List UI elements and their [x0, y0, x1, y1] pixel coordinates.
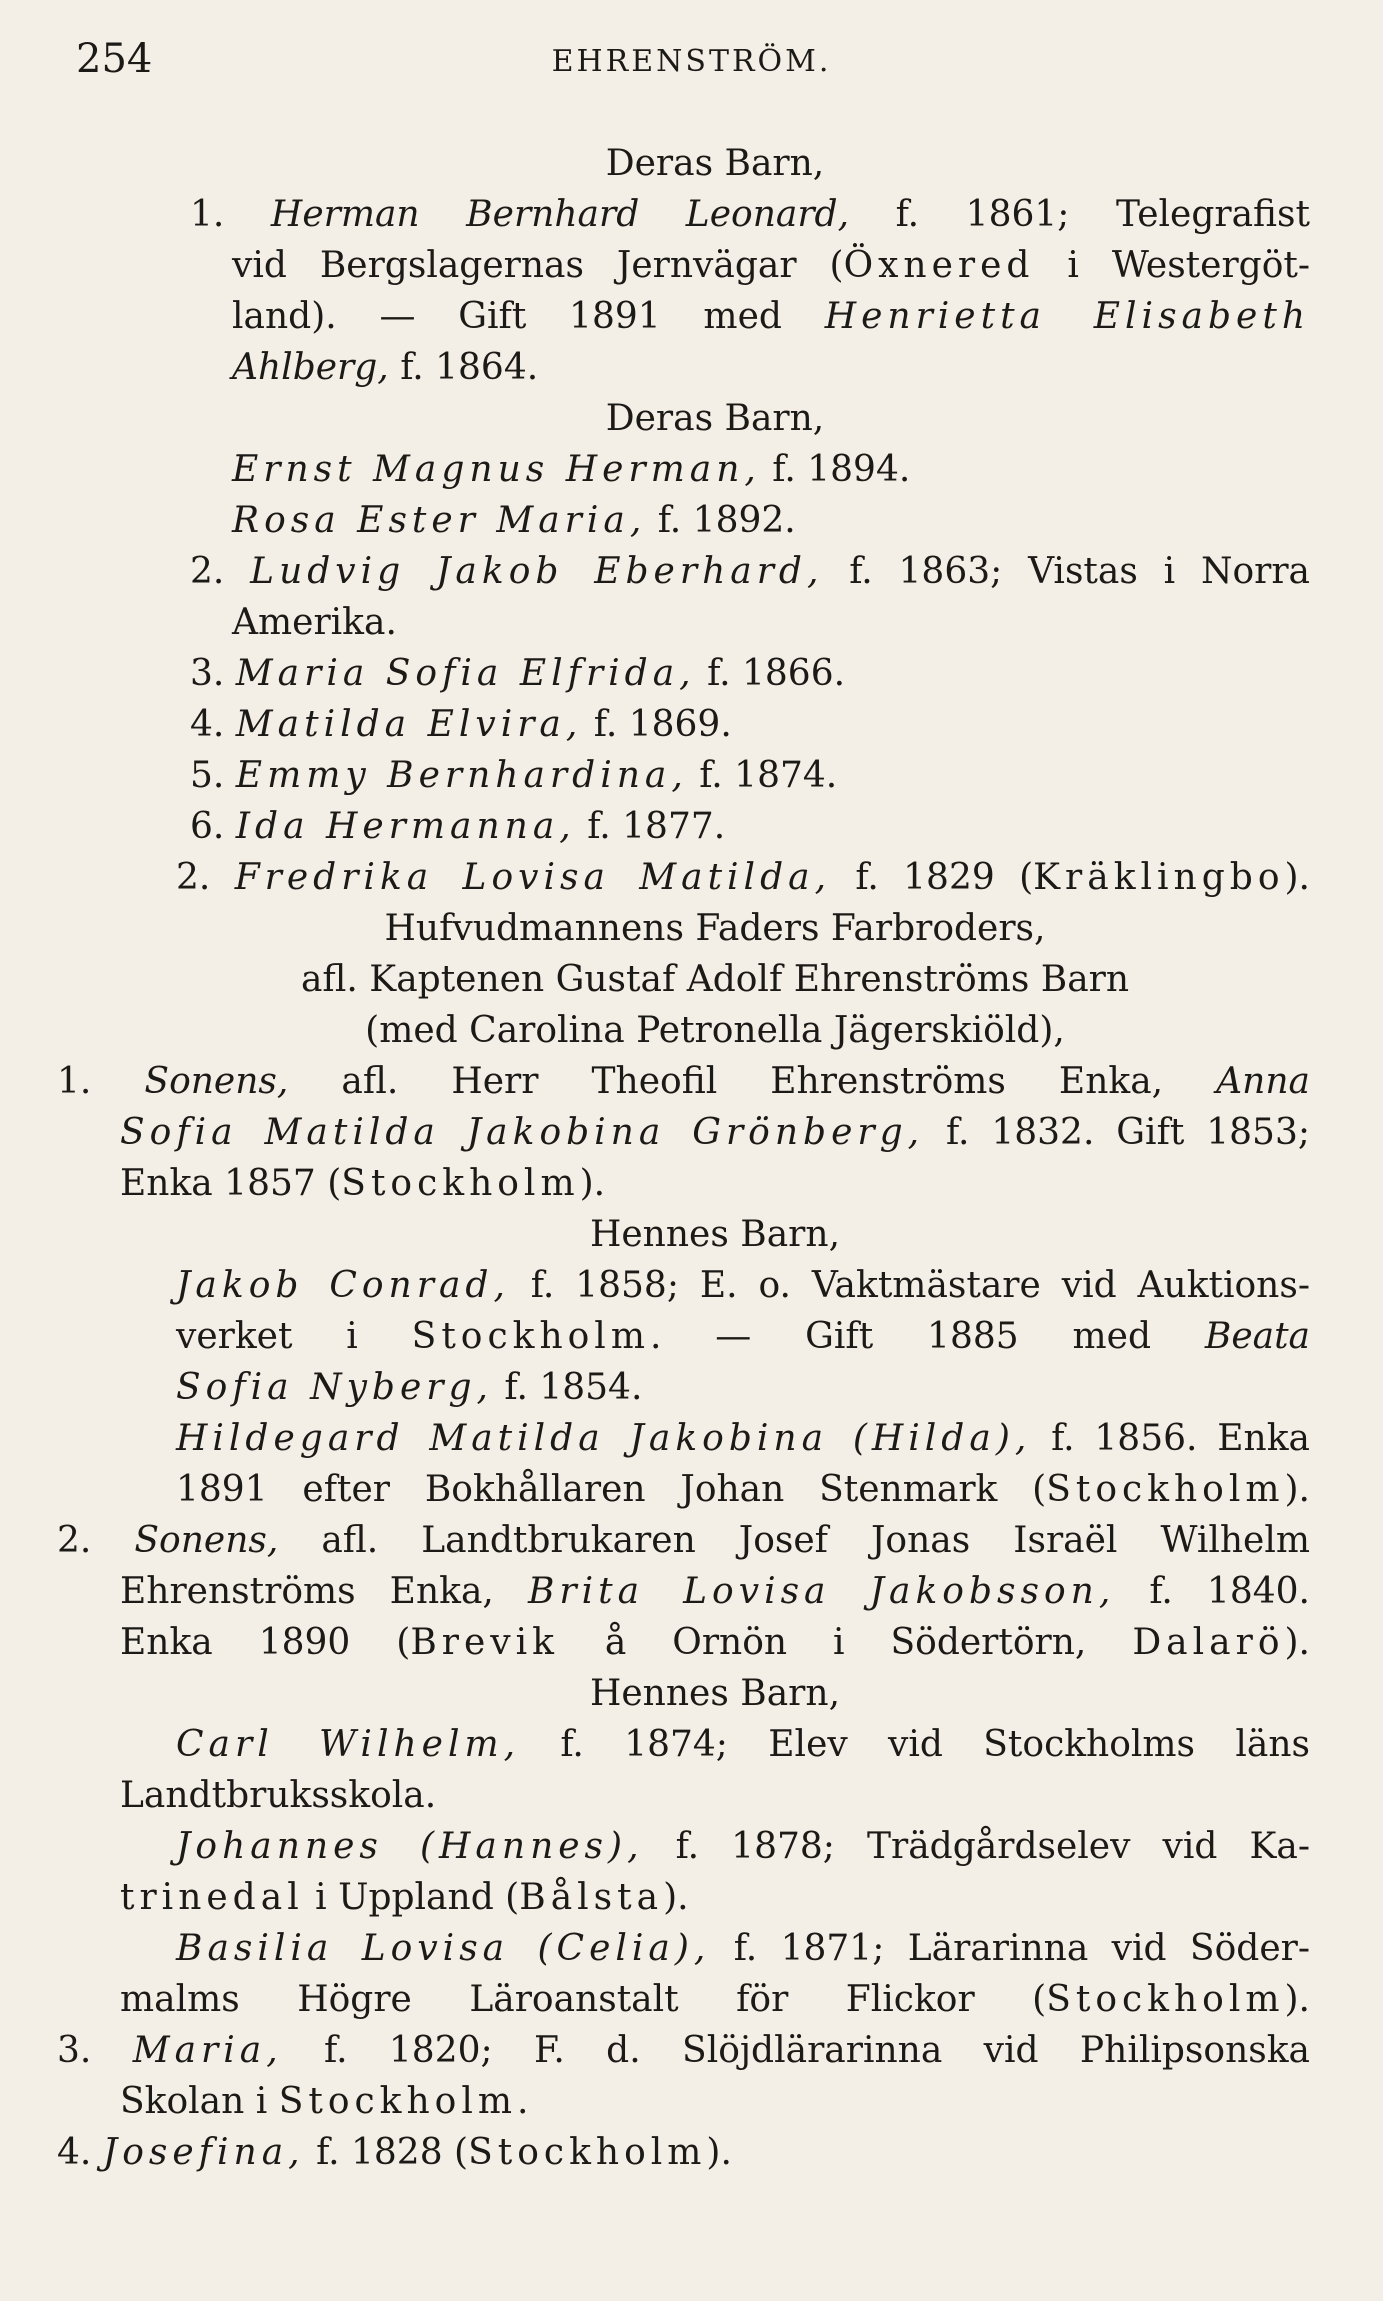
text-line: trinedal i Uppland (Bålsta).	[120, 1877, 689, 1918]
text-line: Johannes (Hannes), f. 1878; Trädgårdselev vid Ka-	[176, 1826, 1310, 1867]
text-line: Carl Wilhelm, f. 1874; Elev vid Stockholms läns	[176, 1724, 1311, 1765]
text-line: Landtbruksskola.	[120, 1775, 437, 1816]
text-line: Enka 1857 (Stockholm).	[120, 1163, 606, 1204]
text-line: 2. Ludvig Jakob Eberhard, f. 1863; Vistas i Norra	[190, 551, 1311, 592]
genealogy-text	[57, 138, 1311, 2178]
text-line: (med Carolina Petronella Jägerskiöld),	[365, 1010, 1065, 1051]
text-line: Jakob Conrad, f. 1858; E. o. Vaktmästare vid Auktions-	[176, 1265, 1311, 1306]
text-line: 6. Ida Hermanna, f. 1877.	[190, 806, 726, 847]
text-line: Deras Barn,	[605, 143, 825, 184]
text-line: Hildegard Matilda Jakobina (Hilda), f. 1856. Enka	[176, 1418, 1310, 1459]
text-line: Ahlberg, f. 1864.	[232, 347, 539, 388]
text-line: 5. Emmy Bernhardina, f. 1874.	[190, 755, 838, 796]
text-line: Hennes Barn,	[589, 1214, 841, 1255]
text-line: 1891 efter Bokhållaren Johan Stenmark (Stockholm).	[176, 1469, 1310, 1510]
text-line: Hufvudmannens Faders Farbroders,	[384, 908, 1046, 949]
text-line: 2. Fredrika Lovisa Matilda, f. 1829 (Kräklingbo).	[176, 857, 1310, 898]
text-line: 4. Josefina, f. 1828 (Stockholm).	[57, 2132, 732, 2173]
text-line: 1. Sonens, afl. Herr Theofil Ehrenströms Enka, Anna	[57, 1061, 1310, 1102]
text-line: Deras Barn,	[605, 398, 825, 439]
text-line: afl. Kaptenen Gustaf Adolf Ehrenströms Barn	[300, 959, 1130, 1000]
text-line: land). — Gift 1891 med Henrietta Elisabeth	[232, 296, 1311, 337]
text-line: Amerika.	[232, 602, 397, 643]
text-line: Ernst Magnus Herman, f. 1894.	[232, 449, 911, 490]
running-title: EHRENSTRÖM.	[551, 44, 832, 79]
text-line: 1. Herman Bernhard Leonard, f. 1861; Telegrafist	[190, 194, 1310, 235]
text-line: Hennes Barn,	[589, 1673, 841, 1714]
text-line: Rosa Ester Maria, f. 1892.	[232, 500, 796, 541]
text-line: Sofia Matilda Jakobina Grönberg, f. 1832. Gift 1853;	[120, 1112, 1310, 1153]
text-line: Sofia Nyberg, f. 1854.	[176, 1367, 643, 1408]
page-number: 254	[76, 36, 153, 82]
text-line: Skolan i Stockholm.	[120, 2081, 529, 2122]
text-line: 3. Maria Sofia Elfrida, f. 1866.	[190, 653, 846, 694]
text-line: Basilia Lovisa (Celia), f. 1871; Lärarinna vid Söder-	[176, 1928, 1310, 1969]
text-line: 2. Sonens, afl. Landtbrukaren Josef Jonas Israël Wilhelm	[57, 1520, 1310, 1561]
text-line: Ehrenströms Enka, Brita Lovisa Jakobsson, f. 1840.	[120, 1571, 1310, 1612]
text-line: vid Bergslagernas Jernvägar (Öxnered i Westergöt-	[232, 245, 1311, 286]
text-line: Enka 1890 (Brevik å Ornön i Södertörn, Dalarö).	[120, 1622, 1310, 1663]
text-line: malms Högre Läroanstalt för Flickor (Stockholm).	[120, 1979, 1310, 2020]
page-header	[76, 36, 1307, 86]
text-line: 3. Maria, f. 1820; F. d. Slöjdlärarinna vid Philipsonska	[57, 2030, 1310, 2071]
text-line: verket i Stockholm. — Gift 1885 med Beata	[176, 1316, 1311, 1357]
text-line: 4. Matilda Elvira, f. 1869.	[190, 704, 732, 745]
